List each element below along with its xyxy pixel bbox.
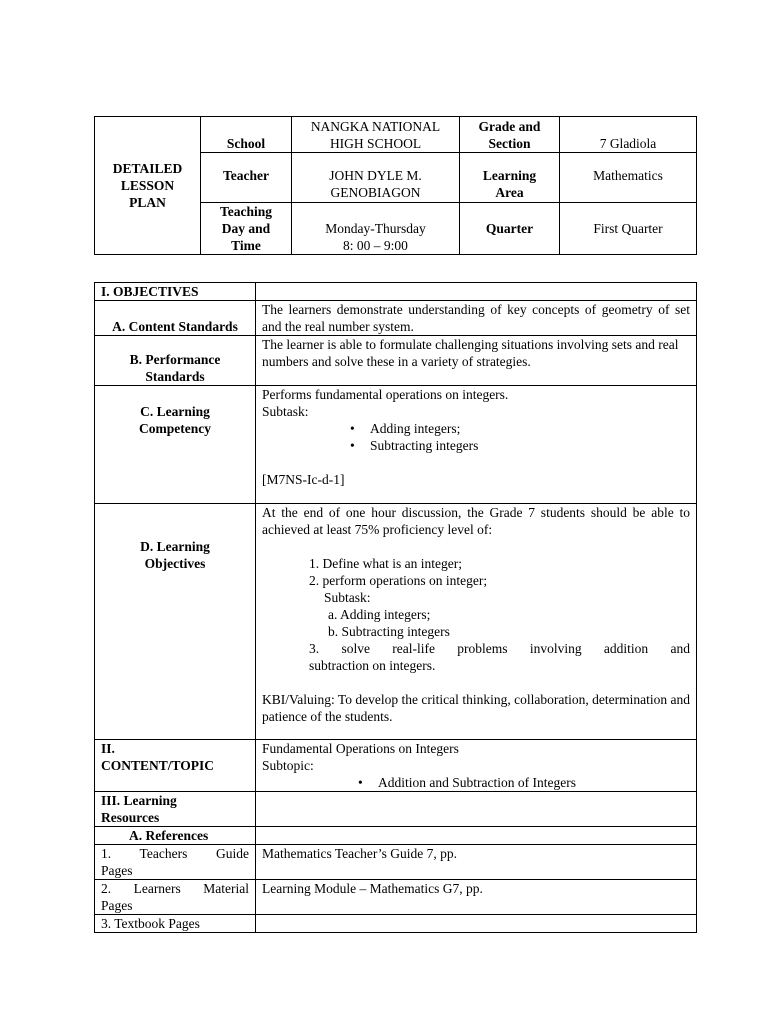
- subtopic-list: [262, 774, 690, 791]
- competency-subtask-list: [262, 420, 690, 454]
- learners-material-label: 2. Learners Material Pages: [95, 880, 256, 915]
- performance-standards-label: B. Performance Standards: [95, 336, 256, 386]
- objectives-heading: I. OBJECTIVES: [95, 283, 256, 301]
- table-row: [95, 915, 697, 933]
- quarter-value: First Quarter: [560, 203, 697, 255]
- textbook-pages-value: [256, 915, 697, 933]
- teachers-guide-label: 1. Teachers Guide Pages: [95, 845, 256, 880]
- table-row: [95, 845, 697, 880]
- list-item: 2. perform operations on integer;: [309, 573, 488, 588]
- lesson-plan-body-table: [94, 282, 697, 933]
- teaching-day-label: Teaching Day and Time: [201, 203, 292, 255]
- quarter-label: Quarter: [460, 203, 560, 255]
- content-topic-text: Fundamental Operations on Integers Subtopic: • Addition and Subtraction of Integers: [256, 740, 697, 792]
- kbi-valuing: KBI/Valuing: To develop the critical thinking, collaboration, determination and patience of the students.: [262, 692, 690, 724]
- teacher-value: JOHN DYLE M. GENOBIAGON: [292, 153, 460, 203]
- teachers-guide-value: Mathematics Teacher’s Guide 7, pp.: [256, 845, 697, 880]
- list-item: a. Adding integers;: [328, 607, 431, 622]
- learning-area-label: Learning Area: [460, 153, 560, 203]
- lesson-plan-title: DETAILED LESSON PLAN: [95, 117, 201, 255]
- learning-competency-text: Performs fundamental operations on integers. Subtask: • Adding integers; • Subtracting integers [M7NS-Ic-d-1]: [256, 386, 697, 504]
- list-item: • Adding integers;: [370, 420, 690, 437]
- teacher-label: Teacher: [201, 153, 292, 203]
- list-item: • Addition and Subtraction of Integers: [378, 774, 690, 791]
- list-item: b. Subtracting integers: [328, 624, 450, 639]
- learning-area-value: Mathematics: [560, 153, 697, 203]
- school-label: School: [201, 117, 292, 153]
- textbook-pages-label: 3. Textbook Pages: [95, 915, 256, 933]
- teaching-day-value: Monday-Thursday 8: 00 – 9:00: [292, 203, 460, 255]
- table-row: [95, 880, 697, 915]
- grade-section-value: 7 Gladiola: [560, 117, 697, 153]
- learning-objectives-text: At the end of one hour discussion, the Grade 7 students should be able to achieved at least 75% proficiency level of: 1. Define what is an integer; 2. perform operations on integer; Subtask: a. Adding integers; b. Subtracting integers 3. solve real-life problems involving addition and subtraction on integers. KBI/Valuing: To develop the critical thinking, collaboration, determination and patience of the students.: [256, 504, 697, 740]
- list-item: 1. Define what is an integer;: [309, 556, 462, 571]
- lesson-plan-header-table: [94, 116, 697, 255]
- content-topic-label: II. CONTENT/TOPIC: [95, 740, 256, 792]
- references-label: A. References: [95, 827, 256, 845]
- grade-section-label: Grade and Section: [460, 117, 560, 153]
- objectives-list: 1. Define what is an integer; 2. perform operations on integer; Subtask: a. Adding integers; b. Subtracting integers 3. solve real-life problems involving addition and subtraction on integers.: [309, 556, 690, 673]
- content-standards-label: A. Content Standards: [95, 301, 256, 336]
- content-standards-text: The learners demonstrate understanding of key concepts of geometry of set and the real number system.: [256, 301, 697, 336]
- learning-resources-label: III. Learning Resources: [95, 792, 256, 827]
- learning-competency-label: C. Learning Competency: [95, 386, 256, 504]
- list-item: 3. solve real-life problems involving addition and: [309, 641, 690, 656]
- performance-standards-text: The learner is able to formulate challenging situations involving sets and real numbers and solve these in a variety of strategies.: [256, 336, 697, 386]
- list-item: • Subtracting integers: [370, 437, 690, 454]
- school-value: NANGKA NATIONAL HIGH SCHOOL: [292, 117, 460, 153]
- learners-material-value: Learning Module – Mathematics G7, pp.: [256, 880, 697, 915]
- learning-objectives-label: D. Learning Objectives: [95, 504, 256, 740]
- competency-code: [M7NS-Ic-d-1]: [262, 472, 345, 487]
